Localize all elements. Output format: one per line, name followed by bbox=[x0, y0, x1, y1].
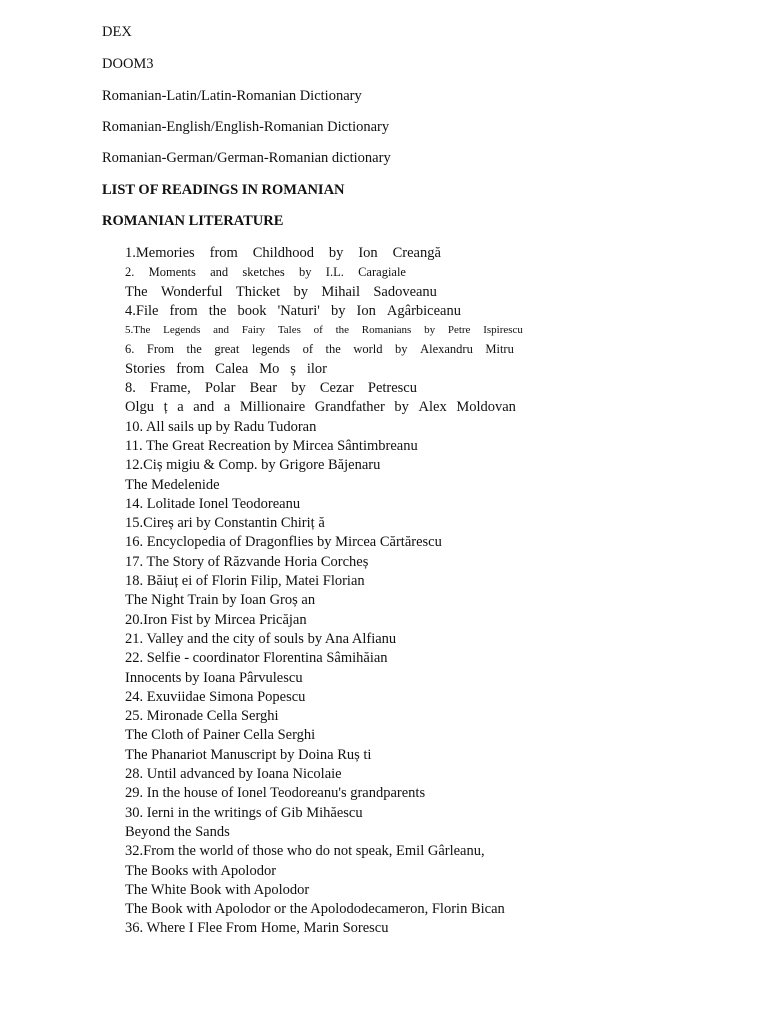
reading-item: The Book with Apolodor or the Apolododecameron, Florin Bican bbox=[125, 901, 505, 918]
reading-item: 16. Encyclopedia of Dragonflies by Mircea Cărtărescu bbox=[125, 534, 442, 551]
reading-word: Ion bbox=[358, 245, 378, 261]
reading-word: 8. bbox=[125, 380, 136, 397]
reading-item: 29. In the house of Ionel Teodoreanu's grandparents bbox=[125, 785, 426, 802]
reading-word: by bbox=[394, 399, 409, 416]
reading-word: Creangă bbox=[392, 245, 441, 261]
reading-item: The Medelenide bbox=[125, 476, 220, 493]
reading-word: Petre bbox=[447, 324, 471, 337]
reading-item: The White Book with Apolodor bbox=[125, 881, 310, 898]
reading-word: From bbox=[146, 342, 174, 357]
reading-item: 18. Băiuț ei of Florin Filip, Matei Florian bbox=[125, 573, 365, 590]
reading-word: from bbox=[176, 360, 205, 377]
reading-word: and bbox=[213, 324, 230, 337]
reading-word: legends bbox=[251, 342, 291, 357]
reading-word: a bbox=[177, 399, 184, 416]
reading-item bbox=[125, 283, 437, 302]
reading-word: by bbox=[328, 245, 344, 261]
reading-word: the bbox=[208, 302, 227, 319]
reading-word: Legends bbox=[163, 324, 201, 337]
reading-word: Thicket bbox=[235, 283, 281, 300]
reading-word: Stories bbox=[125, 360, 166, 377]
reading-word: Caragiale bbox=[358, 265, 406, 280]
reading-item bbox=[125, 302, 461, 321]
reading-word: world bbox=[353, 342, 383, 357]
reading-item: 20.Iron Fist by Mircea Pricăjan bbox=[125, 611, 307, 628]
dictionary-dex: DEX bbox=[102, 24, 132, 40]
reading-item: 24. Exuviidae Simona Popescu bbox=[125, 688, 306, 705]
reading-word: Sadoveanu bbox=[373, 283, 437, 300]
reading-item bbox=[125, 263, 406, 282]
reading-item: 22. Selfie - coordinator Florentina Sâmihăian bbox=[125, 650, 388, 667]
reading-item: The Night Train by Ioan Groș an bbox=[125, 592, 316, 609]
reading-item bbox=[125, 244, 441, 263]
reading-item: 21. Valley and the city of souls by Ana Alfianu bbox=[125, 630, 397, 647]
reading-word: Mihail bbox=[321, 283, 360, 300]
reading-item: 14. Lolitade Ionel Teodoreanu bbox=[125, 495, 301, 512]
reading-word: ilor bbox=[306, 360, 327, 377]
reading-item: 15.Cireș ari by Constantin Chiriț ă bbox=[125, 515, 325, 532]
reading-word: Tales bbox=[277, 324, 301, 337]
reading-word: and bbox=[193, 399, 215, 416]
reading-item: 10. All sails up by Radu Tudoran bbox=[125, 418, 317, 435]
reading-item: The Books with Apolodor bbox=[125, 862, 277, 879]
reading-word: Alex bbox=[418, 399, 447, 416]
reading-word: Moments bbox=[148, 265, 196, 280]
reading-item: 11. The Great Recreation by Mircea Sântimbreanu bbox=[125, 437, 418, 454]
reading-word: Bear bbox=[249, 380, 278, 397]
reading-item: Beyond the Sands bbox=[125, 823, 230, 840]
reading-word: Agârbiceanu bbox=[386, 302, 461, 319]
reading-word: of bbox=[313, 324, 323, 337]
reading-item bbox=[125, 340, 514, 359]
reading-word: by bbox=[395, 342, 408, 357]
reading-word: the bbox=[325, 342, 341, 357]
reading-word: the bbox=[186, 342, 202, 357]
dictionary-doom3: DOOM3 bbox=[102, 56, 154, 72]
reading-word: great bbox=[214, 342, 240, 357]
reading-word: Mitru bbox=[485, 342, 514, 357]
reading-word: Romanians bbox=[361, 324, 412, 337]
reading-item: 25. Mironade Cella Serghi bbox=[125, 708, 279, 725]
reading-word: by bbox=[330, 302, 346, 319]
reading-word: 6. bbox=[125, 342, 135, 357]
reading-word: sketches bbox=[242, 265, 285, 280]
reading-item bbox=[125, 398, 516, 417]
reading-word: Wonderful bbox=[160, 283, 223, 300]
reading-item bbox=[125, 379, 417, 398]
reading-item: Innocents by Ioana Pârvulescu bbox=[125, 669, 303, 686]
section-heading-literature: ROMANIAN LITERATURE bbox=[102, 213, 284, 229]
reading-word: Calea bbox=[215, 360, 249, 377]
reading-word: a bbox=[223, 399, 231, 416]
reading-word: 'Naturi' bbox=[277, 302, 320, 319]
reading-word: book bbox=[237, 302, 267, 319]
reading-item: 12.Ciș migiu & Comp. by Grigore Băjenaru bbox=[125, 457, 381, 474]
reading-word: by bbox=[291, 380, 306, 397]
reading-word: Ion bbox=[356, 302, 376, 319]
dictionary-romanian-german: Romanian-German/German-Romanian dictionary bbox=[102, 150, 391, 166]
reading-item bbox=[125, 321, 523, 340]
reading-word: Cezar bbox=[319, 380, 354, 397]
reading-word: by bbox=[424, 324, 436, 337]
reading-item: 28. Until advanced by Ioana Nicolaie bbox=[125, 766, 342, 783]
reading-word: Polar bbox=[204, 380, 236, 397]
reading-item bbox=[125, 360, 327, 379]
reading-word: by bbox=[299, 265, 312, 280]
reading-word: Olgu bbox=[125, 399, 154, 416]
reading-item: 17. The Story of Răzvande Horia Corcheș bbox=[125, 553, 369, 570]
reading-word: 4.File bbox=[125, 302, 159, 319]
reading-word: 2. bbox=[125, 265, 135, 280]
reading-item: The Cloth of Painer Cella Serghi bbox=[125, 727, 316, 744]
reading-item: The Phanariot Manuscript by Doina Ruș ti bbox=[125, 746, 372, 763]
reading-word: the bbox=[335, 324, 350, 337]
reading-item: 32.From the world of those who do not speak, Emil Gârleanu, bbox=[125, 843, 485, 860]
reading-word: 1.Memories bbox=[125, 245, 195, 261]
reading-word: Mo bbox=[259, 360, 280, 377]
reading-item: 30. Ierni in the writings of Gib Mihăescu bbox=[125, 804, 363, 821]
reading-word: ț bbox=[163, 399, 168, 416]
dictionary-romanian-english: Romanian-English/English-Romanian Dictionary bbox=[102, 119, 390, 135]
reading-word: from bbox=[169, 302, 198, 319]
reading-word: Frame, bbox=[150, 380, 191, 397]
reading-word: Childhood bbox=[252, 245, 314, 261]
reading-item: 36. Where I Flee From Home, Marin Sorescu bbox=[125, 920, 389, 937]
reading-word: The bbox=[125, 283, 148, 300]
reading-word: Petrescu bbox=[367, 380, 417, 397]
reading-word: I.L. bbox=[325, 265, 344, 280]
reading-word: Ispirescu bbox=[483, 324, 523, 337]
reading-word: Grandfather bbox=[314, 399, 385, 416]
reading-word: of bbox=[302, 342, 313, 357]
reading-word: ș bbox=[290, 360, 296, 377]
section-heading-readings: LIST OF READINGS IN ROMANIAN bbox=[102, 182, 345, 198]
reading-word: by bbox=[293, 283, 308, 300]
reading-word: Alexandru bbox=[420, 342, 473, 357]
dictionary-romanian-latin: Romanian-Latin/Latin-Romanian Dictionary bbox=[102, 88, 362, 104]
readings-list bbox=[125, 244, 545, 939]
reading-word: 5.The bbox=[125, 324, 151, 337]
reading-word: from bbox=[209, 245, 238, 261]
reading-word: Millionaire bbox=[239, 399, 306, 416]
reading-word: Fairy bbox=[241, 324, 266, 337]
reading-word: and bbox=[210, 265, 229, 280]
reading-word: Moldovan bbox=[456, 399, 516, 416]
